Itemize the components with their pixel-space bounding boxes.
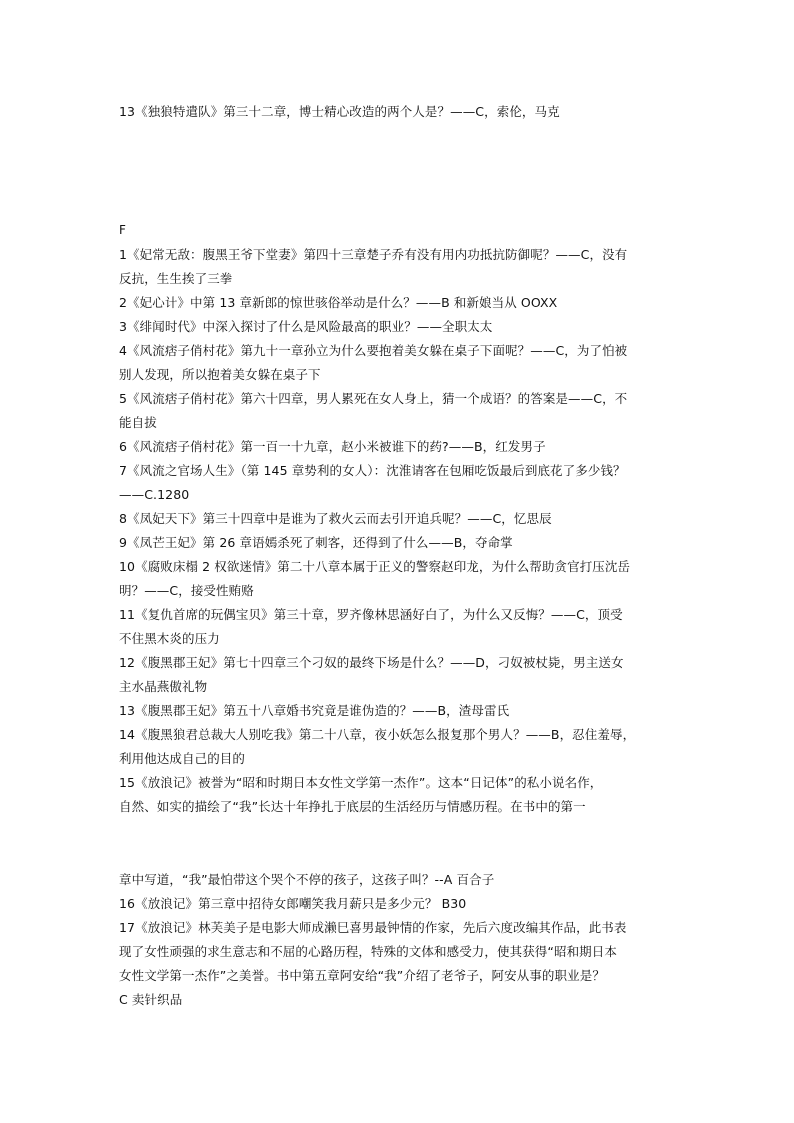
text-line: 10《腐败床榻 2 权欲迷情》第二十八章本属于正义的警察赵印龙，为什么帮助贪官打压沈岳 <box>119 559 631 574</box>
text-line: 12《腹黑郡王妃》第七十四章三个刁奴的最终下场是什么？——D，刁奴被杖毙，男主送女 <box>119 655 624 670</box>
text-line: 1《妃常无敌：腹黑王爷下堂妻》第四十三章楚子乔有没有用内功抵抗防御呢？——C，没有 <box>119 247 628 262</box>
text-line: 女性文学第一杰作”之美誉。书中第五章阿安给“我”介绍了老爷子，阿安从事的职业是？ <box>119 968 605 983</box>
text-line: 2《妃心计》中第 13 章新郎的惊世骇俗举动是什么？——B 和新娘当从 OOXX <box>119 295 558 310</box>
text-line: 能自拔 <box>119 415 157 430</box>
text-line: 5《风流痞子俏村花》第六十四章，男人累死在女人身上，猜一个成语？的答案是——C，不 <box>119 391 628 406</box>
text-line: 别人发现，所以抱着美女躲在桌子下 <box>119 367 321 382</box>
text-line: 13《腹黑郡王妃》第五十八章婚书究竟是谁伪造的？——B，渣母雷氏 <box>119 703 510 718</box>
text-line: 反抗，生生挨了三拳 <box>119 271 233 286</box>
text-line: C 卖针织品 <box>119 992 183 1007</box>
text-line: 现了女性顽强的求生意志和不屈的心路历程，特殊的文体和感受力，使其获得“昭和期日本 <box>119 944 617 959</box>
text-line: 3《绯闻时代》中深入探讨了什么是风险最高的职业？——全职太太 <box>119 319 493 334</box>
text-line: 明？——C，接受性贿赂 <box>119 583 254 598</box>
text-line: 17《放浪记》林芙美子是电影大师成濑巳喜男最钟情的作家，先后六度改编其作品，此书表 <box>119 920 627 935</box>
section-letter: F <box>119 223 127 237</box>
text-line: 章中写道，“我”最怕带这个哭个不停的孩子，这孩子叫？--A 百合子 <box>119 872 495 887</box>
text-line: 9《凤芒王妃》第 26 章语嫣杀死了刺客，还得到了什么——B，夺命掌 <box>119 535 513 550</box>
text-line: 16《放浪记》第三章中招待女郎嘲笑我月薪只是多少元？ B30 <box>119 896 467 911</box>
text-line: 利用他达成自己的目的 <box>119 751 246 766</box>
text-line: 7《风流之官场人生》（第 145 章势利的女人）：沈淮请客在包厢吃饭最后到底花了多少钱？ <box>119 463 626 478</box>
text-line: 14《腹黑狼君总裁大人别吃我》第二十八章，夜小妖怎么报复那个男人？——B，忍住羞辱， <box>119 727 636 742</box>
text-line: ——C.1280 <box>119 487 190 502</box>
text-line: 4《风流痞子俏村花》第九十一章孙立为什么要抱着美女躲在桌子下面呢？——C，为了怕被 <box>119 343 628 358</box>
intro-line: 13《独狼特遣队》第三十二章，博士精心改造的两个人是？——C，索伦，马克 <box>119 104 560 119</box>
text-line: 15《放浪记》被誉为“昭和时期日本女性文学第一杰作”。这本“日记体”的私小说名作， <box>119 775 603 790</box>
text-line: 8《凤妃天下》第三十四章中是谁为了救火云而去引开追兵呢？——C，忆思辰 <box>119 511 552 526</box>
text-line: 6《风流痞子俏村花》第一百一十九章，赵小米被谁下的药?——B，红发男子 <box>119 439 546 454</box>
text-line: 11《复仇首席的玩偶宝贝》第三十章，罗齐像林思涵好白了，为什么又反悔？——C，顶受 <box>119 607 623 622</box>
text-line: 主水晶燕傲礼物 <box>119 679 208 694</box>
text-line: 不住黑木炎的压力 <box>119 631 220 646</box>
text-line: 自然、如实的描绘了“我”长达十年挣扎于底层的生活经历与情感历程。在书中的第一 <box>119 799 586 814</box>
